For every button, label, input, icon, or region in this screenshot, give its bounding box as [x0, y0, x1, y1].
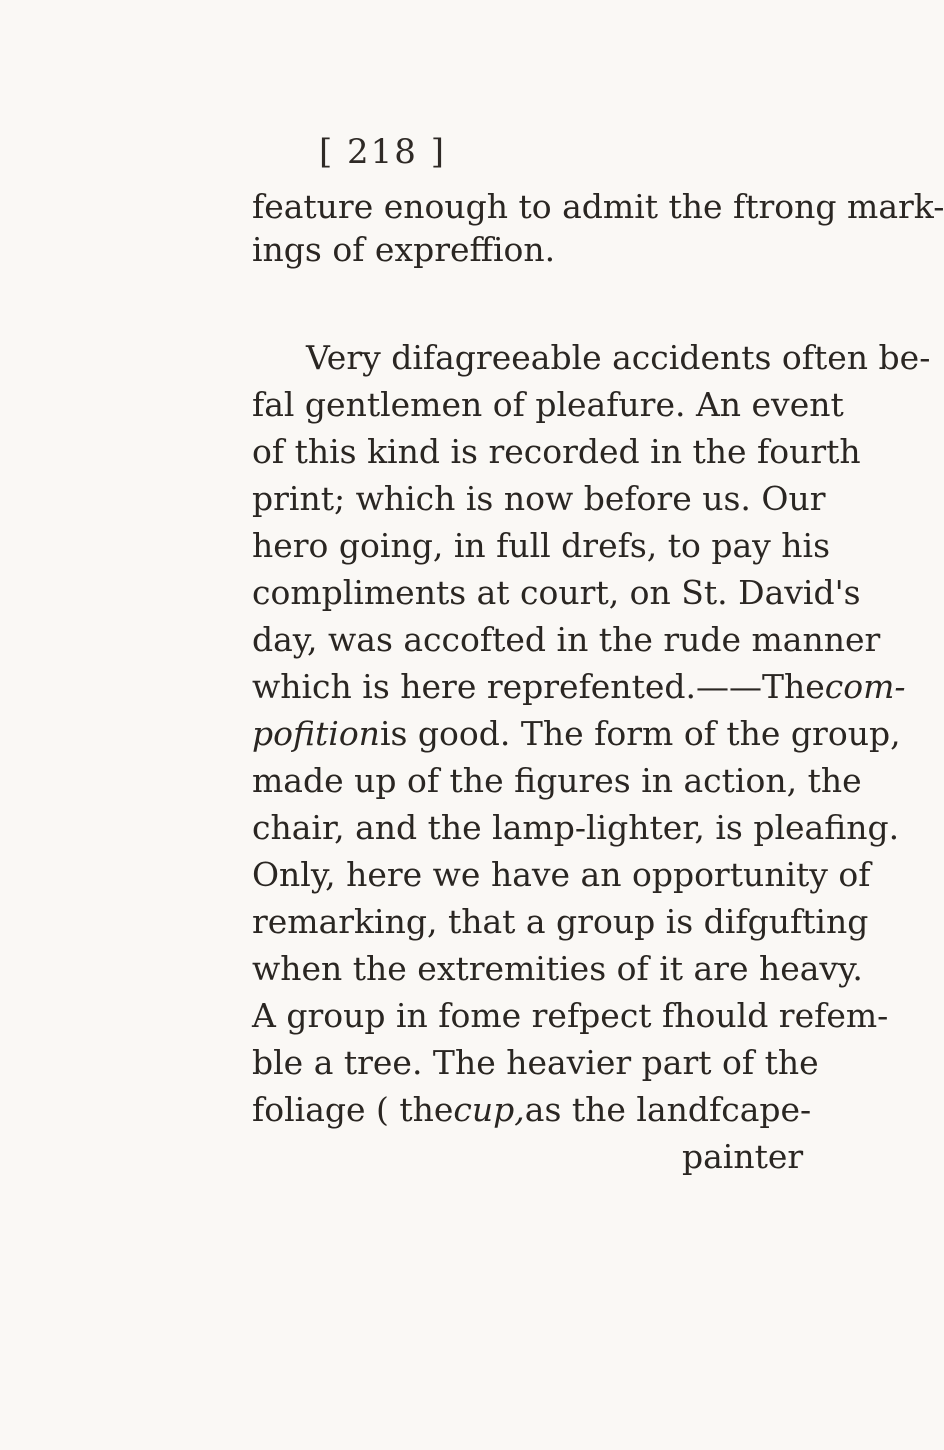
text-line — [252, 186, 944, 228]
text-line-content: ble a tree. The heavier part of the — [252, 1043, 819, 1082]
text-line — [252, 666, 906, 708]
text-line-content: print; which is now before us. Our — [252, 479, 826, 518]
text-line — [252, 619, 881, 661]
text-line-content: chair, and the lamp-lighter, is pleafing. — [252, 808, 900, 847]
text-line — [252, 760, 862, 802]
text-line — [252, 572, 861, 614]
text-line — [252, 1089, 812, 1131]
text-line-content: compliments at court, on St. David's — [252, 573, 861, 612]
catchword — [682, 1136, 803, 1178]
text-line — [252, 525, 831, 567]
text-line — [306, 337, 931, 379]
text-line — [252, 229, 759, 271]
text-line — [252, 995, 889, 1037]
text-line-italic: pofition — [252, 714, 380, 753]
text-line-content: Only, here we have an opportunity of — [252, 855, 871, 894]
text-line-content: feature enough to admit the ftrong mark- — [252, 187, 944, 226]
text-line-content: which is here reprefented.——The — [252, 667, 825, 706]
text-line — [252, 478, 826, 520]
text-line — [252, 384, 844, 426]
text-line-content: Very difagreeable accidents often be- — [306, 338, 931, 377]
text-line — [252, 854, 871, 896]
text-line-content: of this kind is recorded in the fourth — [252, 432, 861, 471]
text-line-content: ings of expreffion. — [252, 230, 556, 269]
text-line-content: foliage ( the — [252, 1090, 454, 1129]
text-line-italic: com- — [824, 667, 906, 706]
text-line-content: day, was accofted in the rude manner — [252, 620, 881, 659]
text-line-content: fal gentlemen of pleafure. An event — [252, 385, 844, 424]
text-line-content: is good. The form of the group, — [379, 714, 901, 753]
catchword-text: painter — [682, 1137, 804, 1176]
text-line — [252, 713, 901, 755]
text-line-content: hero going, in full drefs, to pay his — [252, 526, 831, 565]
text-line — [252, 1042, 819, 1084]
text-line-italic: cup, — [453, 1090, 525, 1129]
text-line — [252, 948, 863, 990]
text-line — [252, 431, 861, 473]
text-line-content: made up of the figures in action, the — [252, 761, 862, 800]
text-line-content: as the landfcape- — [524, 1090, 812, 1129]
text-line — [252, 807, 900, 849]
text-line — [252, 901, 869, 943]
text-line-content: A group in fome refpect fhould refem- — [252, 996, 889, 1035]
page-number: [ 218 ] — [318, 132, 447, 172]
text-line-content: remarking, that a group is difgufting — [252, 902, 869, 941]
text-line-content: when the extremities of it are heavy. — [252, 949, 863, 988]
